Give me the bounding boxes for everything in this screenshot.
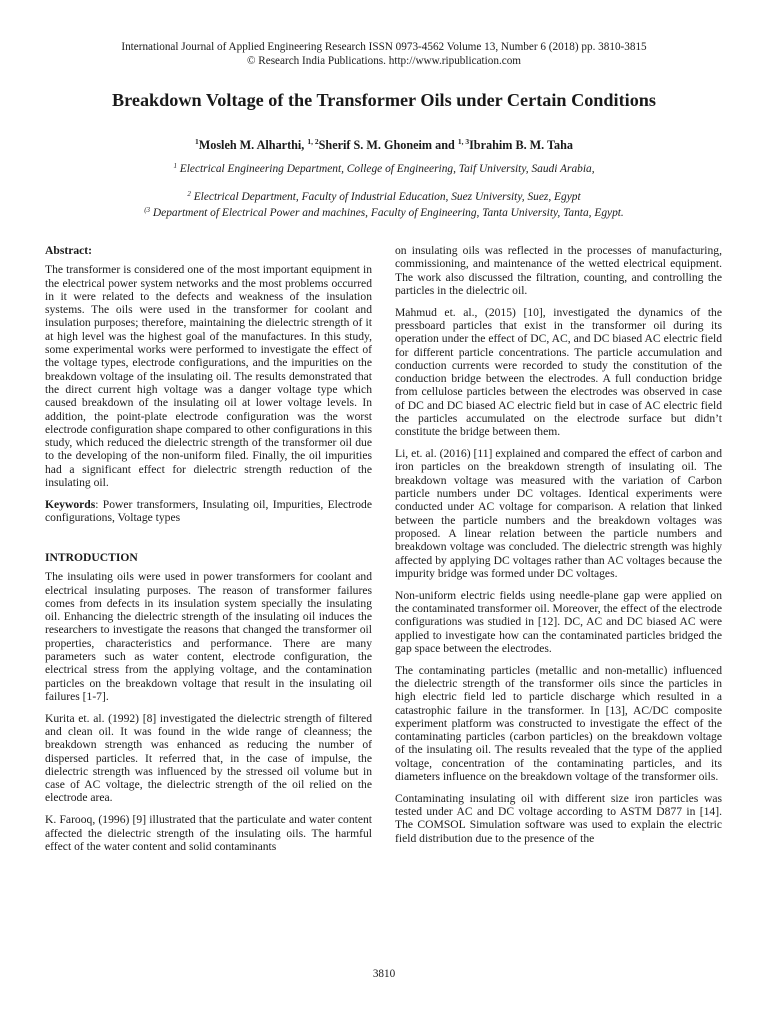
body-paragraph: Contaminating insulating oil with different size iron particles was tested under AC and DC voltage according to ASTM D877 in [14]. The COMSOL Simulation software was used to explain the electric field distribution due to the presence of the xyxy=(395,791,722,845)
journal-citation: International Journal of Applied Engineering Research ISSN 0973-4562 Volume 13, Number 6 (2018) pp. 3810-3815 xyxy=(121,41,647,53)
page-number: 3810 xyxy=(372,968,396,980)
abstract-text: The transformer is considered one of the most important equipment in the electrical power system networks and the most problems occurred in it were related to the defects and weakness of the insulation systems. The oils were used in the transformer for coolant and insulation purposes; therefore, maintaining the dielectric strength of it at high level was the highest goal of the manufactures. In this study, some experimental works were performed to investigate the effect of the voltage types, electrode configurations, and the impurities on the breakdown voltage of the insulating oil. The results demonstrated that the direct current high voltage was a danger voltage type which caused breakdown of the insulating oil at lower voltage levels. In addition, the point-plate electrode configuration was the worst electrode configuration shape compared to other configurations in this study, which reduced the dielectric strength of the transformer oil due to the developing of the non-uniform filed. Finally, the oil impurities had a significant effect for dielectric strength reduction of the insulating oil. xyxy=(45,263,372,490)
body-paragraph: Mahmud et. al., (2015) [10], investigated the dynamics of the pressboard particles that exist in the transformer oil during its operation under the effect of DC, AC, and DC biased AC electric field for different particle concentrations. The particle accumulation and conduction currents were recorded to study the constitution of the conduction bridge between the electrodes. A full conduction bridge from cellulose particles between the electrodes was observed in case of DC and DC biased AC electric field but in case of AC electric field the particles accumulated on the electrode surface but didn’t constitute the bridge between them. xyxy=(395,305,722,439)
publisher-line: © Research India Publications. http://www.ripublication.com xyxy=(246,55,522,67)
affiliation-2: $^2$ Electrical Department, Faculty of Industrial Education, Suez University, Suez, Egypt xyxy=(187,190,581,203)
body-paragraph: Non-uniform electric fields using needle-plane gap were applied on the contaminated transformer oil. Moreover, the effect of the electrode configurations was studied in [12]. DC, AC and DC biased AC were applied to investigate how can the contaminated particles bridged the gap space between the electrodes. xyxy=(395,588,722,655)
body-paragraph: The contaminating particles (metallic and non-metallic) influenced the dielectric strength of the transformer oils since the particles in high electric field led to particle discharge which resulted in a catastrophic failure in the transformer. In [13], AC/DC composite experiment platform was constructed to investigate the effect of the contaminating particles (carbon particles) on the breakdown voltage of the insulating oil. The results revealed that the type of the applied voltage, concentration of the contaminating particles, and its diameters influence on the breakdown voltage of the transformer oils. xyxy=(395,663,722,783)
intro-paragraph: The insulating oils were used in power transformers for coolant and electrical insulating purposes. The reason of transformer failures comes from defects in its insulation system specially the insulating oil. Enhancing the dielectric strength of the insulating oil induces the researchers to investigate the reasons that changed the transformer oil properties, characteristics and performance. There are many parameters such as water content, electrode configuration, the electrical stress from the applying voltage, and the contamination particles on the breakdown voltage that result in the insulating oil failures [1-7]. xyxy=(45,570,372,703)
affiliation-3: $^{(3}$ Department of Electrical Power and machines, Faculty of Engineering, Tanta University, Tanta, Egypt. xyxy=(144,206,624,219)
introduction-heading: INTRODUCTION xyxy=(45,550,138,564)
body-paragraph: Li, et. al. (2016) [11] explained and compared the effect of carbon and iron particles on the breakdown strength of insulating oil. The breakdown voltage was measured with the variation of Carbon particle numbers under DC voltages. Identical experiments were conducted under AC voltage for comparison. A relation that linked between the particle numbers and the breakdown voltages was proposed. A linear relation between the particle numbers and breakdown voltage was concluded. The dielectric strength was highly affected by applying DC voltages rather than AC voltages because the impurity bridge was formed under DC voltages. xyxy=(395,447,722,580)
keywords: Keywords: Power transformers, Insulating oil, Impurities, Electrode configurations, Voltage types xyxy=(45,497,372,525)
right-column xyxy=(395,244,722,853)
left-column xyxy=(45,244,372,862)
author: $^{1, 2}$Sherif S. M. Ghoneim and xyxy=(307,137,458,152)
paper-title: Breakdown Voltage of the Transformer Oils under Certain Conditions xyxy=(112,90,656,110)
abstract-heading: Abstract: xyxy=(45,244,93,257)
body-paragraph: on insulating oils was reflected in the processes of manufacturing, commissioning, and maintenance of the wetted electrical equipment. The work also discussed the filtration, counting, and controlling the particles in the dielectric oil. xyxy=(395,244,722,297)
affiliation-1: $^1$ Electrical Engineering Department, College of Engineering, Taif University, Saudi Arabia, xyxy=(173,162,595,175)
author-list xyxy=(0,137,768,153)
intro-paragraph: K. Farooq, (1996) [9] illustrated that the particulate and water content affected the dielectric strength of the insulating oils. The harmful effect of the water content and solid contaminants xyxy=(45,813,372,853)
author: $^1$Mosleh M. Alharthi, xyxy=(194,137,308,152)
keywords-label: Keywords xyxy=(45,497,96,511)
author: $^{1, 3}$Ibrahim B. M. Taha xyxy=(457,137,574,152)
intro-paragraph: Kurita et. al. (1992) [8] investigated the dielectric strength of filtered and clean oil. It was found in the wide range of cleanness; the breakdown strength was enhanced as reducing the number of dispersed particles. It referred that, in the case of impulse, the dielectric strength was influenced by the stressed oil volume but in case of AC voltage, the dielectric strength of the oil relied on the electrode area. xyxy=(45,711,372,805)
